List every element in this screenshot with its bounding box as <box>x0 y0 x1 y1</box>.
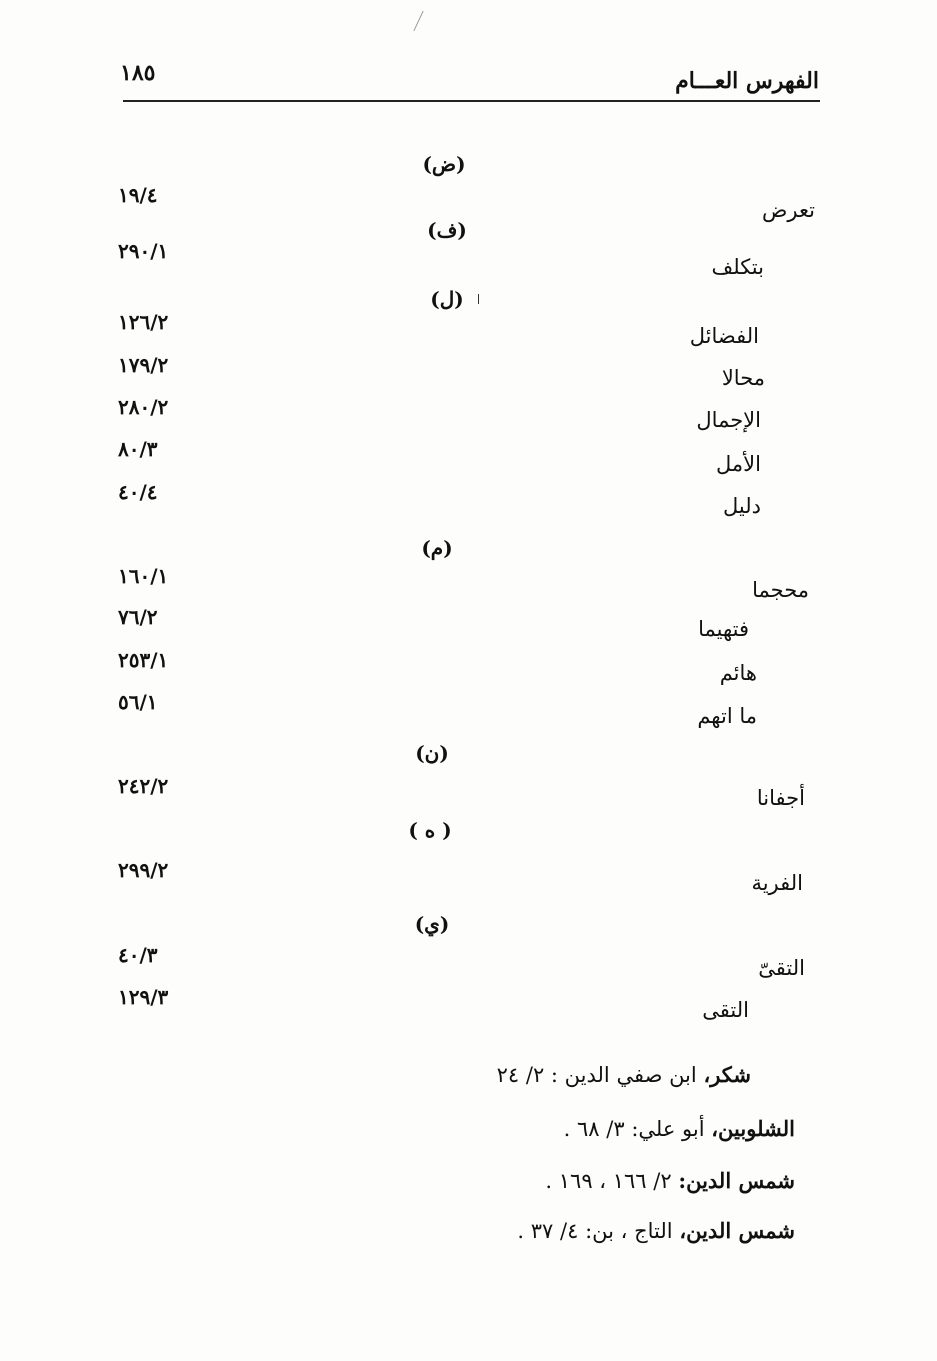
scan-mark <box>478 294 479 304</box>
person-entry <box>564 1116 795 1141</box>
person-detail: أبو علي: ٣/ ٦٨ . <box>563 1117 705 1141</box>
index-word: تعرض <box>762 198 815 222</box>
index-word: ما اتهم <box>697 704 757 728</box>
person-entry <box>545 1168 795 1193</box>
person-name: شمس الدين: <box>678 1168 795 1193</box>
index-word: هائم <box>719 661 757 685</box>
person-entry <box>517 1218 795 1243</box>
person-detail: ٢/ ١٦٦ ، ١٦٩ . <box>545 1169 672 1193</box>
index-word: الفرية <box>751 871 803 895</box>
index-word: التقى <box>702 998 749 1022</box>
person-name: شمس الدين، <box>679 1218 795 1243</box>
index-ref: ٢٥٣/١ <box>118 648 169 672</box>
index-ref: ٢٨٠/٢ <box>118 395 169 419</box>
index-ref: ٤٠/٤ <box>118 480 158 504</box>
section-letter-fa: (ف) <box>427 218 467 242</box>
section-letter-ya: (ي) <box>414 912 450 936</box>
index-word: بتكلف <box>711 255 764 279</box>
index-ref: ١٧٩/٢ <box>118 353 169 377</box>
index-word: محالا <box>721 366 765 390</box>
person-detail: التاج ، بن: ٤/ ٣٧ . <box>517 1219 673 1243</box>
index-ref: ١٦٠/١ <box>118 564 169 588</box>
index-ref: ٨٠/٣ <box>118 437 158 461</box>
header-rule <box>123 100 820 102</box>
index-ref: ٧٦/٢ <box>118 605 158 629</box>
person-name: شكر، <box>703 1062 751 1087</box>
index-ref: ١٩/٤ <box>118 183 158 207</box>
index-ref: ٢٩٩/٢ <box>118 858 169 882</box>
index-ref: ٢٩٠/١ <box>118 239 169 263</box>
index-ref: ١٢٦/٢ <box>118 310 169 334</box>
index-ref: ١٢٩/٣ <box>118 985 169 1009</box>
index-ref: ٤٠/٣ <box>118 943 158 967</box>
index-ref: ٥٦/١ <box>118 690 158 714</box>
section-letter-lam: (ل) <box>430 287 464 311</box>
person-detail: ابن صفي الدين : ٢/ ٢٤ <box>496 1063 697 1087</box>
page-number: ١٨٥ <box>120 60 156 86</box>
index-word: دليل <box>723 494 761 518</box>
index-word: أجفانا <box>756 786 805 810</box>
index-word: الفضائل <box>689 324 759 348</box>
index-word: الأمل <box>716 452 761 476</box>
scan-mark <box>413 11 423 31</box>
header-title: الفهرس العـــام <box>675 68 819 94</box>
section-letter-nun: (ن) <box>415 741 449 765</box>
index-word: محجما <box>752 578 809 602</box>
index-ref: ٢٤٢/٢ <box>118 774 169 798</box>
section-letter-mim: (م) <box>421 536 453 560</box>
index-word: فتهيما <box>698 617 749 641</box>
person-name: الشلوبين، <box>711 1116 795 1141</box>
person-entry <box>497 1062 751 1087</box>
index-word: التقىّ <box>758 956 805 980</box>
index-word: الإجمال <box>696 408 761 432</box>
section-letter-ha: ( ه ) <box>408 818 452 842</box>
section-letter-dad: (ض) <box>422 152 466 176</box>
